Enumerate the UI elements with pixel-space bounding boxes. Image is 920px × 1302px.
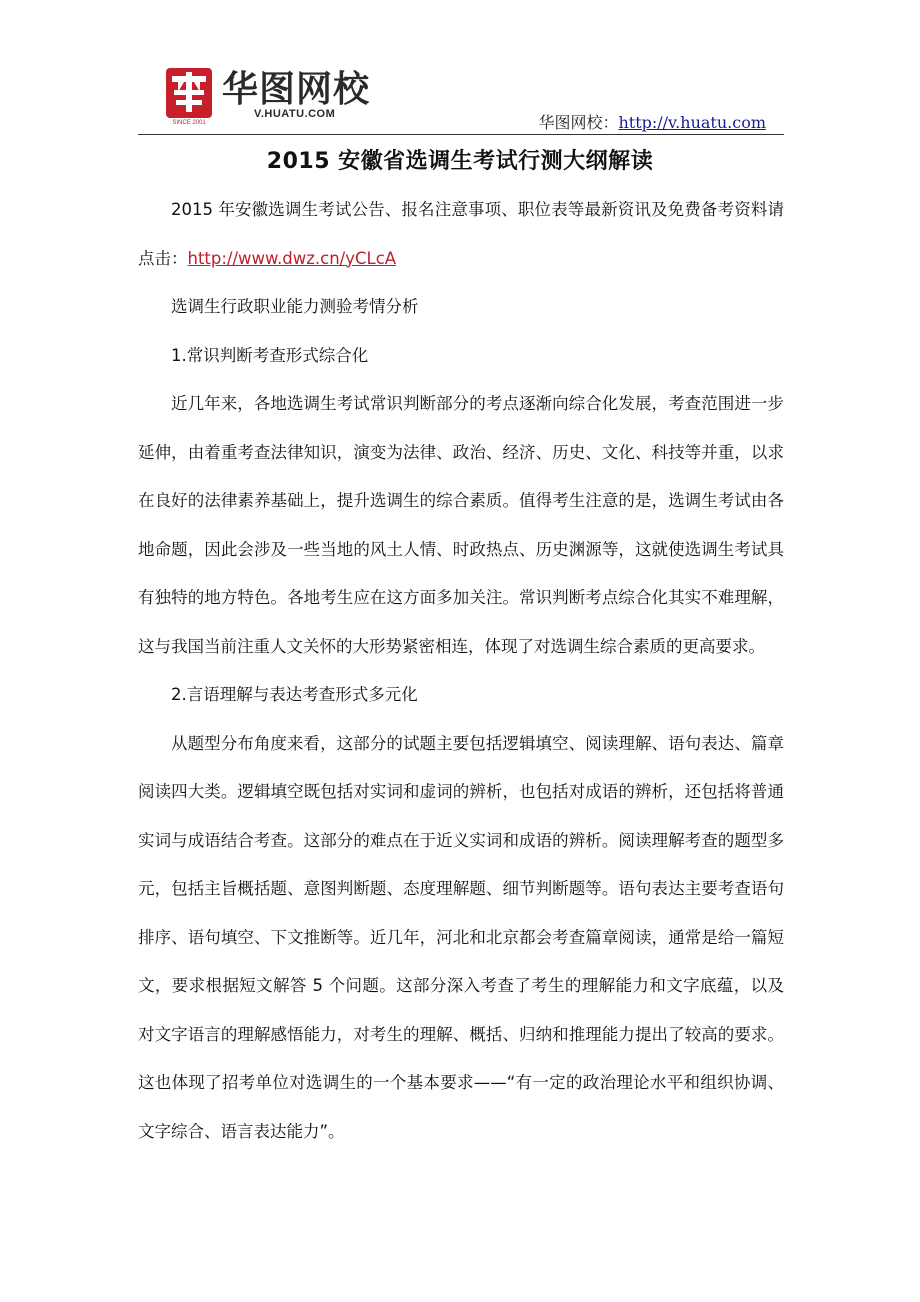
site-reference xyxy=(538,110,766,133)
intro-link[interactable]: http://www.dwz.cn/yCLcA xyxy=(187,248,397,268)
subsection-heading-1: 1.常识判断考查形式综合化 xyxy=(171,345,369,365)
logo-domain: V.HUATU.COM xyxy=(254,108,336,120)
site-label: 华图网校： xyxy=(538,113,619,132)
page-title: 2015 安徽省选调生考试行测大纲解读 xyxy=(266,149,654,174)
header-divider xyxy=(138,134,784,135)
logo-since: SINCE 2001 xyxy=(172,120,206,126)
page-header xyxy=(138,62,784,134)
section-heading: 选调生行政职业能力测验考情分析 xyxy=(171,297,419,316)
intro-text: 2015 年安徽选调生考试公告、报名注意事项、职位表等最新资讯及免费备考资料请点击： xyxy=(138,200,784,268)
huatu-logo-mark-icon xyxy=(166,68,212,124)
intro-paragraph xyxy=(138,186,784,283)
logo-text: 华图网校 xyxy=(222,69,371,110)
huatu-logo[interactable] xyxy=(166,68,390,128)
subsection-body-2: 从题型分布角度来看，这部分的试题主要包括逻辑填空、阅读理解、语句表达、篇章阅读四大类。逻辑填空既包括对实词和虚词的辨析，也包括对成语的辨析，还包括将普通实词与成语结合考查。这部分的难点在于近义实词和成语的辨析。阅读理解考查的题型多元，包括主旨概括题、意图判断题、态度理解题、细节判断题等。语句表达主要考查语句排序、语句填空、下文推断等。近几年，河北和北京都会考查篇章阅读，通常是给一篇短文，要求根据短文解答 5 个问题。这部分深入考查了考生的理解能力和文字底蕴，以及对文字语言的理解感悟能力，对考生的理解、概括、归纳和推理能力提出了较高的要求。这也体现了招考单位对选调生的一个基本要求——“有一定的政治理论水平和组织协调、文字综合、语言表达能力”。 xyxy=(138,733,784,1141)
subsection-heading-2: 2.言语理解与表达考查形式多元化 xyxy=(171,685,418,704)
site-link[interactable]: http://v.huatu.com xyxy=(618,113,766,132)
article-body xyxy=(138,186,784,1156)
subsection-body-1: 近几年来，各地选调生考试常识判断部分的考点逐渐向综合化发展，考查范围进一步延伸，由着重考查法律知识，演变为法律、政治、经济、历史、文化、科技等并重，以求在良好的法律素养基础上，提升选调生的综合素质。值得考生注意的是，选调生考试由各地命题，因此会涉及一些当地的风土人情、时政热点、历史渊源等，这就使选调生考试具有独特的地方特色。各地考生应在这方面多加关注。常识判断考点综合化其实不难理解，这与我国当前注重人文关怀的大形势紧密相连，体现了对选调生综合素质的更高要求。 xyxy=(138,394,784,656)
